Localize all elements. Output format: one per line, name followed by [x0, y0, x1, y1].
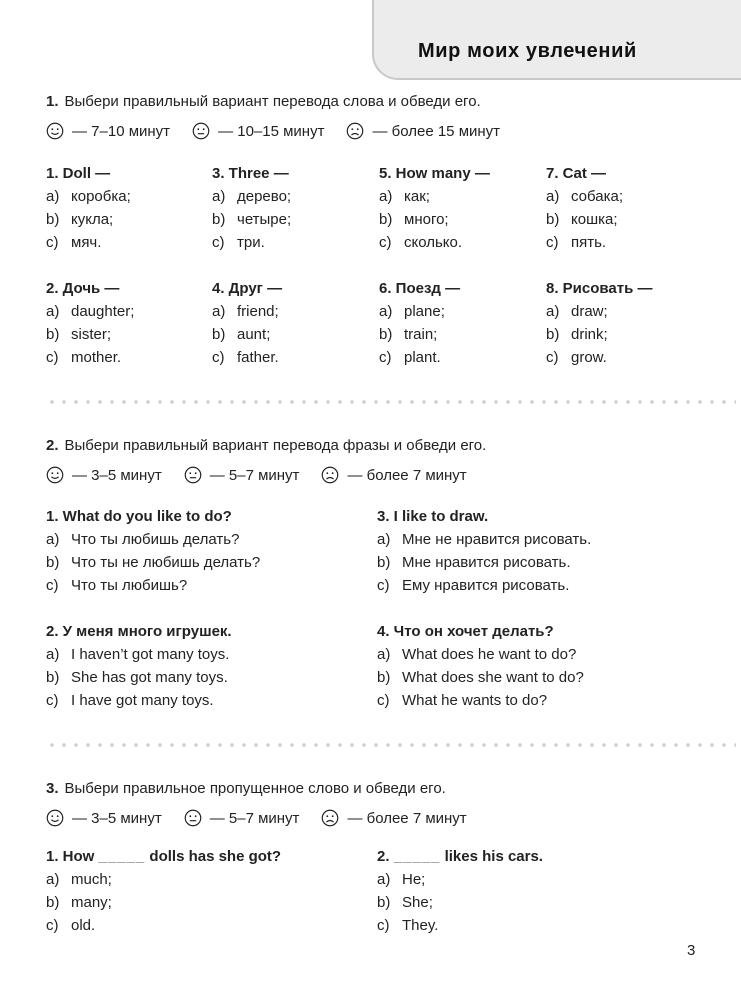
question-block [46, 162, 131, 254]
question-block [379, 162, 490, 254]
question-prompt: 2. У меня много игрушек. [46, 623, 232, 640]
answer-blank: _____ [393, 848, 441, 865]
question-block [546, 277, 653, 369]
exercise-2-instruction [46, 437, 486, 454]
question-block [377, 845, 543, 937]
answer-option[interactable]: a) собака; [546, 188, 624, 205]
question-block [379, 277, 460, 369]
question-block [377, 505, 591, 597]
answer-option[interactable]: a) friend; [212, 303, 279, 320]
question-block [46, 277, 134, 369]
timing-text: — 10–15 минут [218, 122, 325, 140]
answer-option[interactable]: b) aunt; [212, 326, 271, 343]
happy-face-icon [46, 122, 64, 140]
question-prompt: 8. Рисовать — [546, 280, 653, 297]
page-title: Мир моих увлечений [418, 40, 637, 62]
answer-option[interactable]: c) мяч. [46, 234, 102, 251]
question-prompt: 4. Что он хочет делать? [377, 623, 554, 640]
answer-option[interactable]: c) What he wants to do? [377, 692, 548, 709]
question-prompt: 1. Doll — [46, 165, 111, 182]
neutral-face-icon [184, 466, 202, 484]
answer-option[interactable]: b) drink; [546, 326, 608, 343]
answer-option[interactable]: b) many; [46, 894, 112, 911]
dotted-divider [46, 743, 736, 747]
answer-option[interactable]: b) кошка; [546, 211, 618, 228]
question-block [377, 620, 584, 712]
exercise-3-timing [46, 809, 489, 827]
instruction-text: Выбери правильное пропущенное слово и обведи его. [64, 780, 446, 797]
answer-option[interactable]: c) три. [212, 234, 265, 251]
answer-option[interactable]: b) train; [379, 326, 438, 343]
answer-option[interactable]: c) Что ты любишь? [46, 577, 188, 594]
question-prompt: 1. How _____ dolls has she got? [46, 845, 281, 868]
sad-face-icon [321, 809, 339, 827]
question-prompt: 7. Cat — [546, 165, 607, 182]
answer-option[interactable]: a) I haven’t got many toys. [46, 646, 230, 663]
answer-option[interactable]: a) draw; [546, 303, 608, 320]
answer-option[interactable]: a) What does he want to do? [377, 646, 577, 663]
question-block [212, 162, 291, 254]
timing-text: — 5–7 минут [209, 809, 300, 827]
question-prompt: 1. What do you like to do? [46, 508, 232, 525]
question-prompt: 5. How many — [379, 165, 490, 182]
timing-text: — более 15 минут [372, 122, 501, 140]
answer-option[interactable]: b) Мне нравится рисовать. [377, 554, 571, 571]
question-prompt: 3. Three — [212, 165, 289, 182]
instruction-text: Выбери правильный вариант перевода фразы и обведи его. [64, 437, 487, 454]
exercise-2-timing [46, 466, 489, 484]
answer-option[interactable]: a) Мне не нравится рисовать. [377, 531, 592, 548]
timing-text: — более 7 минут [347, 809, 467, 827]
question-prompt: 4. Друг — [212, 280, 283, 297]
page-number: 3 [687, 942, 696, 959]
question-prompt: 3. I like to draw. [377, 508, 489, 525]
answer-option[interactable]: a) He; [377, 871, 426, 888]
neutral-face-icon [192, 122, 210, 140]
answer-option[interactable]: a) как; [379, 188, 430, 205]
exercise-number: 1. [46, 93, 59, 110]
answer-blank: _____ [98, 848, 146, 865]
question-block [46, 505, 260, 597]
exercise-3-instruction [46, 780, 446, 797]
timing-text: — 5–7 минут [209, 466, 300, 484]
question-prompt: 2. _____ likes his cars. [377, 845, 543, 868]
answer-option[interactable]: a) дерево; [212, 188, 292, 205]
answer-option[interactable]: a) Что ты любишь делать? [46, 531, 240, 548]
exercise-number: 2. [46, 437, 59, 454]
question-block [212, 277, 282, 369]
answer-option[interactable]: c) сколько. [379, 234, 463, 251]
question-block [46, 845, 281, 937]
happy-face-icon [46, 466, 64, 484]
answer-option[interactable]: b) sister; [46, 326, 112, 343]
answer-option[interactable]: a) plane; [379, 303, 445, 320]
answer-option[interactable]: b) Что ты не любишь делать? [46, 554, 261, 571]
answer-option[interactable]: c) mother. [46, 349, 122, 366]
exercise-1-timing [46, 122, 522, 140]
timing-text: — 3–5 минут [72, 466, 162, 484]
answer-option[interactable]: a) much; [46, 871, 112, 888]
neutral-face-icon [184, 809, 202, 827]
exercise-1-instruction [46, 93, 481, 110]
question-block [46, 620, 232, 712]
answer-option[interactable]: b) She; [377, 894, 433, 911]
instruction-text: Выбери правильный вариант перевода слова и обведи его. [64, 93, 481, 110]
answer-option[interactable]: b) кукла; [46, 211, 114, 228]
answer-option[interactable]: a) daughter; [46, 303, 135, 320]
answer-option[interactable]: c) Ему нравится рисовать. [377, 577, 570, 594]
dotted-divider [46, 400, 736, 404]
happy-face-icon [46, 809, 64, 827]
sad-face-icon [346, 122, 364, 140]
timing-text: — 7–10 минут [72, 122, 171, 140]
timing-text: — более 7 минут [347, 466, 467, 484]
answer-option[interactable]: c) пять. [546, 234, 607, 251]
answer-option[interactable]: b) много; [379, 211, 449, 228]
question-prompt: 2. Дочь — [46, 280, 120, 297]
answer-option[interactable]: c) I have got many toys. [46, 692, 214, 709]
answer-option[interactable]: c) grow. [546, 349, 607, 366]
answer-option[interactable]: b) She has got many toys. [46, 669, 228, 686]
exercise-number: 3. [46, 780, 59, 797]
sad-face-icon [321, 466, 339, 484]
answer-option[interactable]: a) коробка; [46, 188, 131, 205]
timing-text: — 3–5 минут [72, 809, 162, 827]
answer-option[interactable]: b) четыре; [212, 211, 292, 228]
question-prompt: 6. Поезд — [379, 280, 461, 297]
question-block [546, 162, 623, 254]
answer-option[interactable]: b) What does she want to do? [377, 669, 584, 686]
answer-option[interactable]: c) They. [377, 917, 439, 934]
answer-option[interactable]: c) father. [212, 349, 279, 366]
answer-option[interactable]: c) plant. [379, 349, 441, 366]
answer-option[interactable]: c) old. [46, 917, 96, 934]
